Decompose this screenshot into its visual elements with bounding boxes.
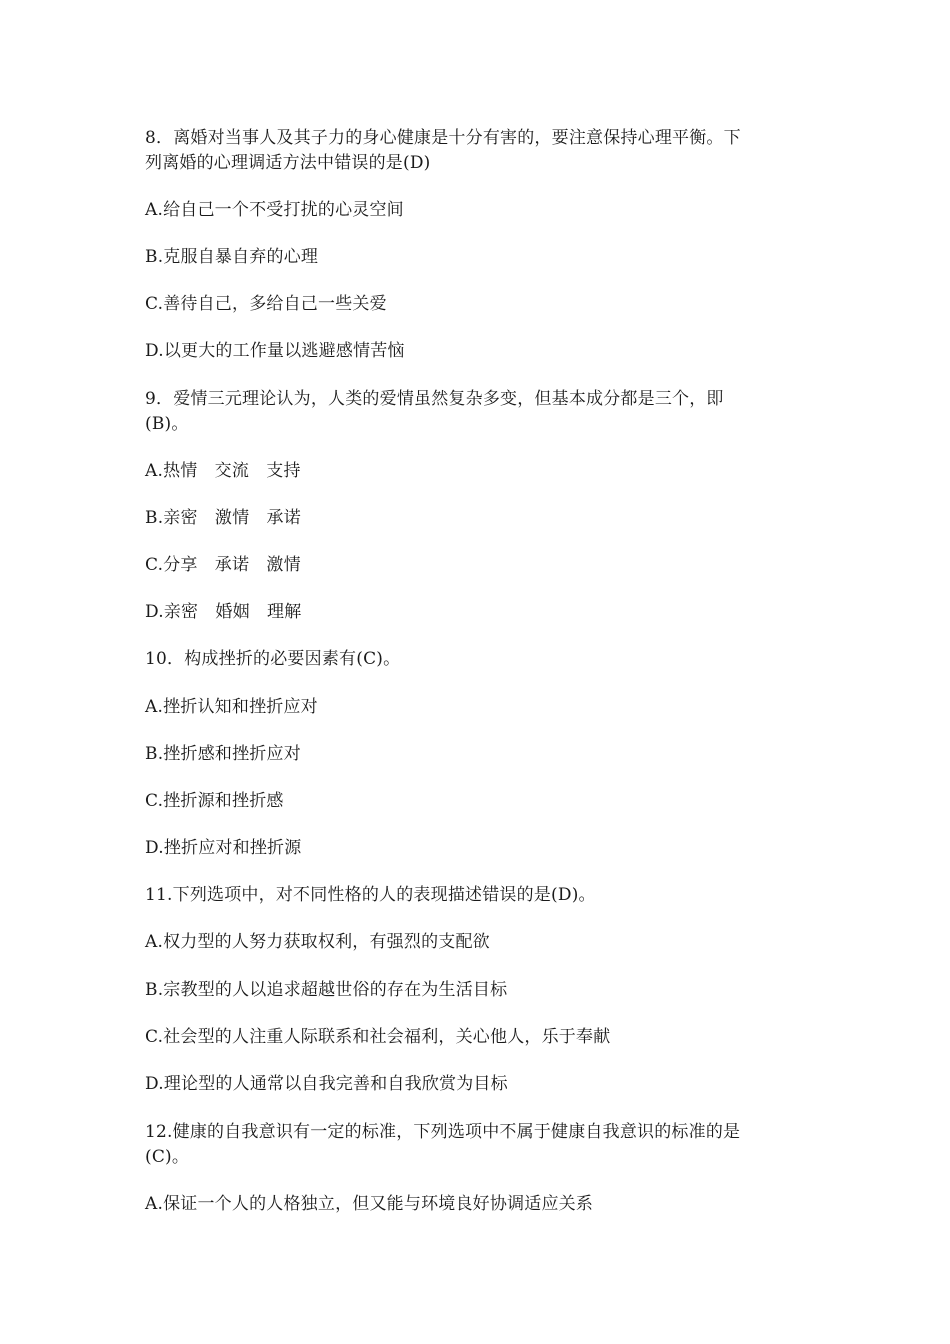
question-9-option-b: B.亲密 激情 承诺 (145, 508, 301, 528)
question-10-option-c: C.挫折源和挫折感 (145, 791, 284, 811)
question-12-stem-line-2: (C)。 (145, 1147, 190, 1167)
question-8-option-a: A.给自己一个不受打扰的心灵空间 (145, 200, 404, 220)
question-11-option-d: D.理论型的人通常以自我完善和自我欣赏为目标 (145, 1074, 508, 1094)
question-9-stem-line-2: (B)。 (145, 414, 189, 434)
question-8-stem-line-1: 8．离婚对当事人及其子力的身心健康是十分有害的，要注意保持心理平衡。下 (145, 128, 741, 148)
question-10-option-a: A.挫折认知和挫折应对 (145, 697, 318, 717)
question-12-option-a: A.保证一个人的人格独立，但又能与环境良好协调适应关系 (145, 1194, 594, 1214)
question-10-stem-line-1: 10．构成挫折的必要因素有(C)。 (145, 649, 401, 669)
question-8-stem-line-2: 列离婚的心理调适方法中错误的是(D) (145, 153, 431, 173)
question-12-stem-line-1: 12.健康的自我意识有一定的标准，下列选项中不属于健康自我意识的标准的是 (145, 1122, 741, 1142)
question-10-option-b: B.挫折感和挫折应对 (145, 744, 301, 764)
question-9-stem-line-1: 9．爱情三元理论认为，人类的爱情虽然复杂多变，但基本成分都是三个，即 (145, 389, 724, 409)
question-9-option-d: D.亲密 婚姻 理解 (145, 602, 302, 622)
question-8-option-b: B.克服自暴自弃的心理 (145, 247, 319, 267)
question-8-option-c: C.善待自己，多给自己一些关爱 (145, 294, 387, 314)
question-9-option-a: A.热情 交流 支持 (145, 461, 301, 481)
question-10-option-d: D.挫折应对和挫折源 (145, 838, 302, 858)
question-11-option-c: C.社会型的人注重人际联系和社会福利，关心他人，乐于奉献 (145, 1027, 611, 1047)
question-11-option-a: A.权力型的人努力获取权利，有强烈的支配欲 (145, 932, 490, 952)
question-9-option-c: C.分享 承诺 激情 (145, 555, 301, 575)
question-11-stem-line-1: 11.下列选项中，对不同性格的人的表现描述错误的是(D)。 (145, 885, 596, 905)
question-8-option-d: D.以更大的工作量以逃避感情苦恼 (145, 341, 405, 361)
question-11-option-b: B.宗教型的人以追求超越世俗的存在为生活目标 (145, 980, 508, 1000)
